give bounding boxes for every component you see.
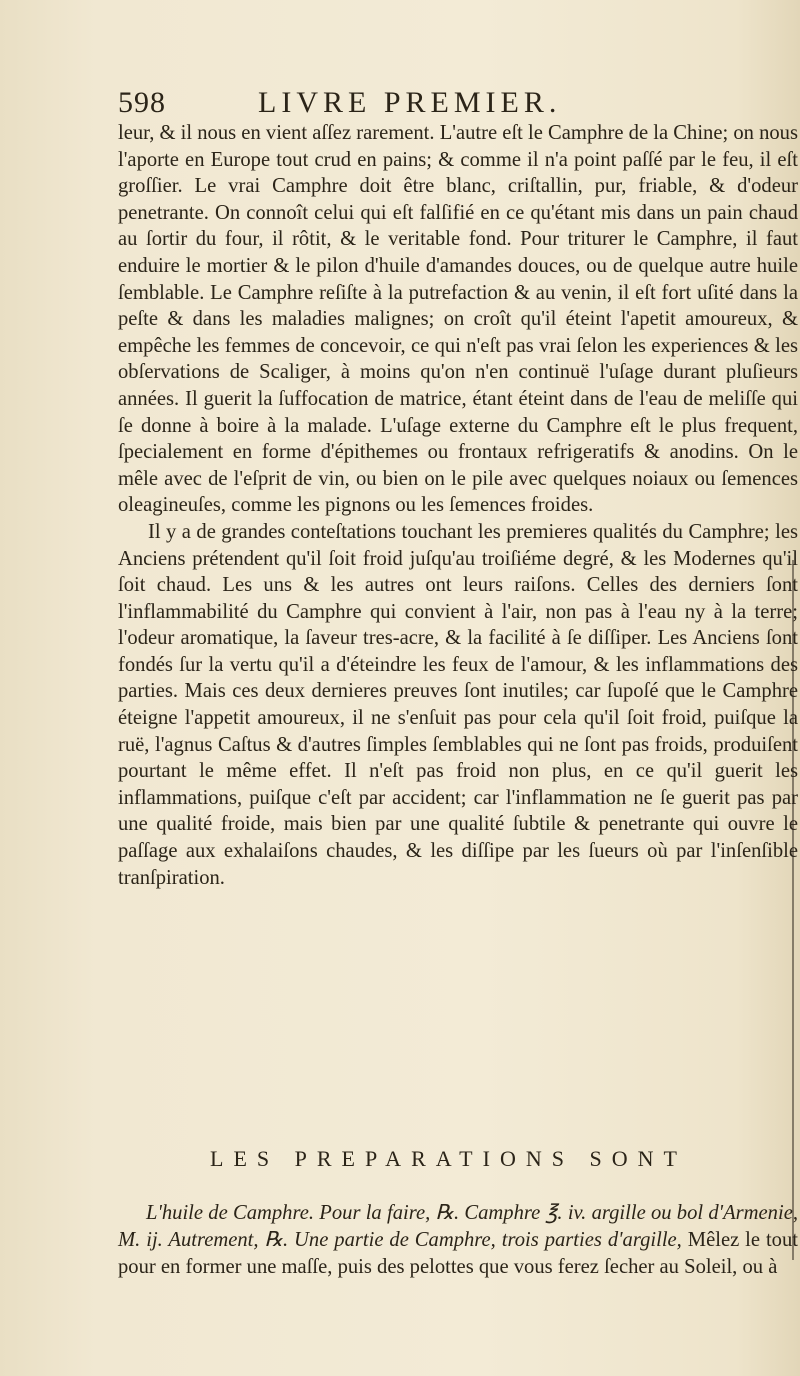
body-text <box>118 120 798 891</box>
paragraph-camphor-qualities: Il y a de grandes conteſtations touchant les premieres qualités du Camphre; les Anciens prétendent qu'il ſoit froid juſqu'au troiſiéme degré, & les Modernes qu'il ſoit chaud. Les uns & les autres ont leurs raiſons. Celles des derniers ſont l'inflammabilité du Camphre qui convient à l'air, non pas à l'eau ny à la terre; l'odeur aromatique, la ſaveur tres-acre, & la facilité à ſe diſſiper. Les Anciens ſont fondés ſur la vertu qu'il a d'éteindre les feux de l'amour, & les inflammations des parties. Mais ces deux dernieres preuves ſont inutiles; car ſupoſé que le Camphre éteigne l'appetit amoureux, il ne s'enſuit pas pour cela qu'il ſoit froid, puiſque la ruë, l'agnus Caſtus & d'autres ſimples ſemblables qui ne ſont pas froids, produiſent pourtant le même effet. Il n'eſt pas froid non plus, en ce qu'il guerit les inflammations, puiſque c'eſt par accident; car l'inflammation ne ſe guerit pas par une qualité froide, mais bien par une qualité ſubtile & penetrante qui ouvre le paſſage aux exhalaiſons chaudes, & les diſſipe par les ſueurs où par l'inſenſible tranſpiration. <box>118 520 798 889</box>
page-header <box>118 86 638 120</box>
recipe-ingredients: argille ou bol d'Armenie, M. ij. Autrement, ℞. <box>118 1202 798 1251</box>
section-heading: LES PREPARATIONS SONT <box>210 1146 687 1171</box>
running-title: LIVRE PREMIER. <box>258 86 562 119</box>
recipe-alternative: Une partie de Camphre, trois parties d'argille, <box>294 1229 682 1251</box>
recipe-paragraph <box>118 1200 798 1281</box>
recipe-instructions: Mêlez le tout pour en former une maſſe, puis des pelottes que vous ferez ſecher au Soleil, ou à <box>118 1229 799 1278</box>
recipe-title: L'huile de Camphre. Pour la faire, ℞. Camphre ℥. iv. <box>146 1202 587 1224</box>
page-number: 598 <box>118 86 166 119</box>
paragraph-camphor-description: leur, & il nous en vient aſſez rarement. L'autre eſt le Camphre de la Chine; on nous l'aporte en Europe tout crud en pains; & comme il n'a point paſſé par le feu, il eſt groſſier. Le vrai Camphre doit être blanc, criſtallin, pur, friable, & d'odeur penetrante. On connoît celui qui eſt falſifié en ce qu'étant mis dans un pain chaud au ſortir du four, il rôtit, & le veritable fond. Pour triturer le Camphre, il faut enduire le mortier & le pilon d'huile d'amandes douces, ou de quelque autre huile ſemblable. Le Camphre reſiſte à la putrefaction & au venin, il eſt fort uſité dans la peſte & dans les maladies malignes; on croît qu'il éteint l'apetit amoureux, & empêche les femmes de concevoir, ce qui n'eſt pas vrai ſelon les experiences & les obſervations de Scaliger, à moins qu'on n'en continuë l'uſage durant pluſieurs années. Il guerit la ſuffocation de matrice, étant éteint dans de l'eau de meliſſe qui ſe donne à boire à la malade. L'uſage externe du Camphre eſt le plus frequent, ſpecialement en forme d'épithemes ou frontaux refrigeratifs & anodins. On le mêle avec de l'eſprit de vin, ou bien on le pile avec quelques noiaux ou ſemences oleagineuſes, comme les pignons ou les ſemences froides. <box>118 122 798 517</box>
